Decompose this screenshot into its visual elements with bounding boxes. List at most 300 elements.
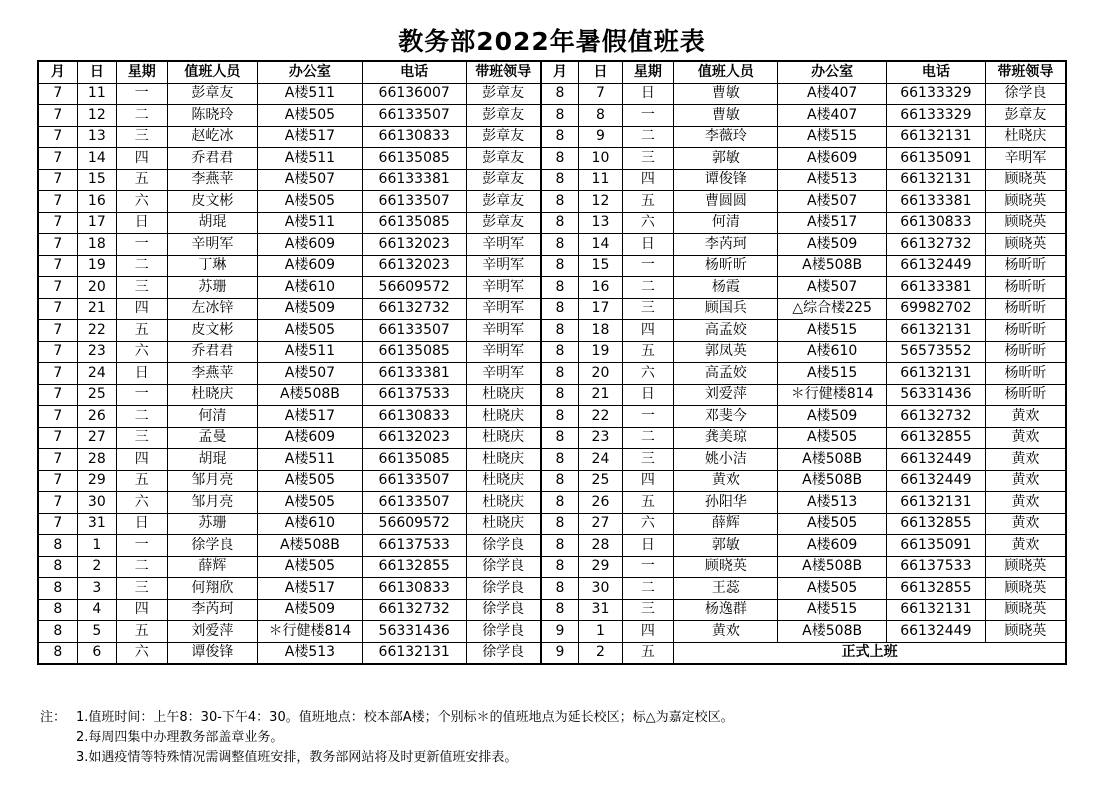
- cell-right-leader: 黄欢: [985, 406, 1066, 428]
- cell-left-office: A楼505: [258, 320, 362, 342]
- cell-left-weekday: 五: [116, 320, 167, 342]
- cell-right-month: 9: [541, 621, 579, 643]
- cell-left-duty-person: 谭俊锋: [167, 642, 258, 664]
- cell-right-phone: 66133329: [886, 105, 985, 127]
- cell-right-office: A楼609: [778, 535, 886, 557]
- table-row: [38, 599, 1066, 621]
- cell-right-weekday: 五: [622, 191, 674, 213]
- cell-left-day: 6: [77, 642, 116, 664]
- cell-right-duty-person: 王蕊: [674, 578, 778, 600]
- cell-right-office: A楼508B: [778, 255, 886, 277]
- cell-left-office: A楼511: [258, 449, 362, 471]
- cell-right-duty-person: 郭敏: [674, 535, 778, 557]
- cell-left-phone: 56609572: [362, 277, 466, 299]
- cell-left-phone: 66132732: [362, 599, 466, 621]
- cell-left-day: 19: [77, 255, 116, 277]
- table-row: [38, 556, 1066, 578]
- cell-left-month: 8: [38, 621, 77, 643]
- header-right-duty-person: 值班人员: [674, 61, 778, 83]
- cell-left-weekday: 三: [116, 427, 167, 449]
- note-line-3: 3.如遇疫情等特殊情况需调整值班安排，教务部网站将及时更新值班安排表。: [76, 750, 518, 765]
- cell-right-leader: 顾晓英: [985, 621, 1066, 643]
- cell-left-day: 29: [77, 470, 116, 492]
- header-left-day: 日: [77, 61, 116, 83]
- table-row: [38, 320, 1066, 342]
- cell-left-day: 12: [77, 105, 116, 127]
- cell-right-leader: 顾晓英: [985, 234, 1066, 256]
- cell-left-day: 27: [77, 427, 116, 449]
- header-right-day: 日: [579, 61, 622, 83]
- cell-right-phone: 66132732: [886, 234, 985, 256]
- cell-right-office: A楼609: [778, 148, 886, 170]
- cell-right-duty-person: 刘爱萍: [674, 384, 778, 406]
- cell-right-leader: 顾晓英: [985, 169, 1066, 191]
- cell-right-duty-person: 郭敏: [674, 148, 778, 170]
- cell-right-office: A楼517: [778, 212, 886, 234]
- cell-right-leader: 杨昕昕: [985, 320, 1066, 342]
- cell-right-day: 12: [579, 191, 622, 213]
- cell-right-office: A楼508B: [778, 449, 886, 471]
- cell-left-day: 21: [77, 298, 116, 320]
- cell-right-day: 19: [579, 341, 622, 363]
- cell-right-month: 8: [541, 298, 579, 320]
- cell-right-duty-person: 杨逸群: [674, 599, 778, 621]
- cell-left-month: 8: [38, 556, 77, 578]
- cell-left-month: 7: [38, 470, 77, 492]
- cell-left-duty-person: 左冰锌: [167, 298, 258, 320]
- cell-right-phone: 66130833: [886, 212, 985, 234]
- cell-right-leader: 杨昕昕: [985, 341, 1066, 363]
- cell-right-phone: 56573552: [886, 341, 985, 363]
- cell-right-duty-person: 曹敏: [674, 105, 778, 127]
- cell-right-weekday: 五: [622, 341, 674, 363]
- cell-left-office: A楼513: [258, 642, 362, 664]
- cell-right-duty-person: 郭凤英: [674, 341, 778, 363]
- cell-left-office: A楼505: [258, 492, 362, 514]
- cell-left-phone: 66132023: [362, 234, 466, 256]
- cell-right-office: A楼508B: [778, 621, 886, 643]
- cell-left-phone: 66132023: [362, 427, 466, 449]
- cell-right-duty-person: 李芮珂: [674, 234, 778, 256]
- cell-left-leader: 彭章友: [466, 148, 540, 170]
- cell-right-day: 1: [579, 621, 622, 643]
- table-row: [38, 277, 1066, 299]
- cell-left-phone: 66133507: [362, 320, 466, 342]
- cell-left-leader: 彭章友: [466, 212, 540, 234]
- cell-right-leader: 顾晓英: [985, 556, 1066, 578]
- table-row: [38, 535, 1066, 557]
- cell-left-day: 30: [77, 492, 116, 514]
- cell-left-leader: 徐学良: [466, 599, 540, 621]
- cell-right-duty-person: 高孟姣: [674, 320, 778, 342]
- cell-left-office: A楼509: [258, 298, 362, 320]
- cell-left-duty-person: 何翔欣: [167, 578, 258, 600]
- cell-right-phone: 66132131: [886, 169, 985, 191]
- table-row: [38, 234, 1066, 256]
- cell-right-office: A楼513: [778, 169, 886, 191]
- cell-right-phone: 66132131: [886, 492, 985, 514]
- cell-right-day: 22: [579, 406, 622, 428]
- cell-right-day: 16: [579, 277, 622, 299]
- cell-left-day: 3: [77, 578, 116, 600]
- cell-right-duty-person: 杨霞: [674, 277, 778, 299]
- cell-right-day: 11: [579, 169, 622, 191]
- cell-left-day: 20: [77, 277, 116, 299]
- cell-right-duty-person: 黄欢: [674, 621, 778, 643]
- cell-right-day: 24: [579, 449, 622, 471]
- cell-right-leader: 黄欢: [985, 492, 1066, 514]
- cell-right-phone: 66133381: [886, 191, 985, 213]
- cell-left-weekday: 二: [116, 556, 167, 578]
- cell-right-phone: 66132855: [886, 427, 985, 449]
- cell-left-month: 7: [38, 320, 77, 342]
- cell-left-duty-person: 邹月亮: [167, 470, 258, 492]
- cell-left-weekday: 五: [116, 169, 167, 191]
- cell-right-phone: 66132449: [886, 621, 985, 643]
- cell-left-phone: 66133507: [362, 191, 466, 213]
- cell-left-duty-person: 孟曼: [167, 427, 258, 449]
- note-line-2: 2.每周四集中办理教务部盖章业务。: [76, 730, 284, 745]
- cell-left-duty-person: 乔君君: [167, 341, 258, 363]
- cell-right-day: 13: [579, 212, 622, 234]
- cell-left-month: 7: [38, 427, 77, 449]
- cell-left-month: 7: [38, 384, 77, 406]
- cell-right-phone: 66132732: [886, 406, 985, 428]
- cell-right-month: 9: [541, 642, 579, 664]
- cell-left-leader: 彭章友: [466, 126, 540, 148]
- table-row: [38, 427, 1066, 449]
- cell-left-month: 7: [38, 513, 77, 535]
- cell-left-phone: 66137533: [362, 535, 466, 557]
- notes-section: [40, 708, 734, 768]
- header-left-phone: 电话: [362, 61, 466, 83]
- cell-left-weekday: 二: [116, 105, 167, 127]
- cell-right-leader: 杜晓庆: [985, 126, 1066, 148]
- cell-left-day: 14: [77, 148, 116, 170]
- cell-right-leader: 黄欢: [985, 427, 1066, 449]
- cell-left-month: 7: [38, 234, 77, 256]
- cell-right-phone: 66132449: [886, 255, 985, 277]
- cell-right-weekday: 三: [622, 148, 674, 170]
- cell-right-month: 8: [541, 406, 579, 428]
- cell-left-day: 5: [77, 621, 116, 643]
- cell-right-weekday: 五: [622, 492, 674, 514]
- cell-left-month: 8: [38, 578, 77, 600]
- cell-left-day: 13: [77, 126, 116, 148]
- table-row: [38, 148, 1066, 170]
- cell-right-weekday: 三: [622, 298, 674, 320]
- cell-left-office: A楼610: [258, 513, 362, 535]
- cell-right-day: 29: [579, 556, 622, 578]
- cell-left-duty-person: 皮文彬: [167, 191, 258, 213]
- cell-left-leader: 杜晓庆: [466, 384, 540, 406]
- cell-right-office: A楼407: [778, 105, 886, 127]
- header-left-duty-person: 值班人员: [167, 61, 258, 83]
- header-right-weekday: 星期: [622, 61, 674, 83]
- cell-left-leader: 徐学良: [466, 621, 540, 643]
- cell-right-weekday: 二: [622, 578, 674, 600]
- cell-left-phone: 66133507: [362, 470, 466, 492]
- cell-left-month: 7: [38, 191, 77, 213]
- cell-right-leader: 彭章友: [985, 105, 1066, 127]
- cell-left-leader: 徐学良: [466, 642, 540, 664]
- header-right-month: 月: [541, 61, 579, 83]
- cell-right-weekday: 一: [622, 556, 674, 578]
- cell-right-month: 8: [541, 492, 579, 514]
- cell-right-day: 27: [579, 513, 622, 535]
- table-row: [38, 470, 1066, 492]
- cell-left-leader: 彭章友: [466, 169, 540, 191]
- cell-left-duty-person: 苏珊: [167, 277, 258, 299]
- cell-right-phone: 66132131: [886, 599, 985, 621]
- cell-right-day: 26: [579, 492, 622, 514]
- cell-right-office: A楼507: [778, 277, 886, 299]
- cell-right-duty-person: 曹圆圆: [674, 191, 778, 213]
- table-row: [38, 642, 1066, 664]
- cell-right-leader: 顾晓英: [985, 599, 1066, 621]
- cell-right-office: A楼509: [778, 406, 886, 428]
- cell-left-phone: 66135085: [362, 212, 466, 234]
- cell-left-phone: 56331436: [362, 621, 466, 643]
- cell-left-weekday: 四: [116, 449, 167, 471]
- note-line-1: [40, 708, 734, 728]
- cell-left-month: 7: [38, 341, 77, 363]
- cell-left-day: 2: [77, 556, 116, 578]
- cell-left-month: 8: [38, 642, 77, 664]
- cell-right-leader: 黄欢: [985, 513, 1066, 535]
- cell-right-weekday: 二: [622, 277, 674, 299]
- cell-left-month: 7: [38, 449, 77, 471]
- cell-left-weekday: 一: [116, 234, 167, 256]
- cell-left-office: A楼511: [258, 212, 362, 234]
- cell-left-leader: 彭章友: [466, 105, 540, 127]
- cell-right-office: A楼610: [778, 341, 886, 363]
- cell-left-month: 7: [38, 277, 77, 299]
- cell-right-duty-person: 顾晓英: [674, 556, 778, 578]
- cell-right-phone: 66133381: [886, 277, 985, 299]
- cell-left-leader: 杜晓庆: [466, 449, 540, 471]
- cell-right-leader: 杨昕昕: [985, 363, 1066, 385]
- cell-left-leader: 辛明军: [466, 234, 540, 256]
- cell-left-month: 7: [38, 83, 77, 105]
- table-row: [38, 621, 1066, 643]
- cell-left-duty-person: 辛明军: [167, 234, 258, 256]
- cell-left-phone: 66132131: [362, 642, 466, 664]
- cell-left-office: A楼517: [258, 578, 362, 600]
- cell-right-duty-person: 龚美琼: [674, 427, 778, 449]
- cell-right-weekday: 一: [622, 255, 674, 277]
- cell-right-month: 8: [541, 363, 579, 385]
- cell-left-duty-person: 乔君君: [167, 148, 258, 170]
- cell-right-duty-person: 高孟姣: [674, 363, 778, 385]
- table-row: [38, 169, 1066, 191]
- cell-left-phone: 66130833: [362, 406, 466, 428]
- cell-left-day: 17: [77, 212, 116, 234]
- cell-left-phone: 66133381: [362, 169, 466, 191]
- cell-right-office: A楼407: [778, 83, 886, 105]
- cell-left-weekday: 二: [116, 255, 167, 277]
- cell-right-office: A楼505: [778, 578, 886, 600]
- cell-left-month: 7: [38, 126, 77, 148]
- cell-left-month: 8: [38, 535, 77, 557]
- cell-left-phone: 66136007: [362, 83, 466, 105]
- cell-left-office: A楼609: [258, 234, 362, 256]
- cell-right-weekday: 五: [622, 642, 674, 664]
- table-row: [38, 578, 1066, 600]
- cell-left-weekday: 五: [116, 470, 167, 492]
- cell-right-phone: 66133329: [886, 83, 985, 105]
- cell-left-day: 28: [77, 449, 116, 471]
- cell-left-month: 7: [38, 212, 77, 234]
- cell-right-month: 8: [541, 212, 579, 234]
- cell-right-day: 25: [579, 470, 622, 492]
- table-row: [38, 298, 1066, 320]
- cell-left-weekday: 三: [116, 277, 167, 299]
- cell-left-duty-person: 李芮珂: [167, 599, 258, 621]
- cell-left-office: A楼508B: [258, 535, 362, 557]
- cell-right-month: 8: [541, 341, 579, 363]
- cell-left-weekday: 五: [116, 621, 167, 643]
- cell-left-office: A楼505: [258, 191, 362, 213]
- cell-right-phone: 66132131: [886, 320, 985, 342]
- notes-label: 注：: [40, 710, 67, 725]
- table-row: [38, 492, 1066, 514]
- cell-left-office: A楼609: [258, 255, 362, 277]
- cell-left-month: 7: [38, 492, 77, 514]
- cell-right-day: 20: [579, 363, 622, 385]
- cell-left-day: 22: [77, 320, 116, 342]
- cell-left-leader: 徐学良: [466, 556, 540, 578]
- cell-left-office: A楼517: [258, 126, 362, 148]
- cell-left-duty-person: 杜晓庆: [167, 384, 258, 406]
- table-row: [38, 212, 1066, 234]
- table-row: [38, 449, 1066, 471]
- cell-right-office: A楼505: [778, 513, 886, 535]
- cell-left-duty-person: 李燕苹: [167, 363, 258, 385]
- cell-right-office: A楼515: [778, 599, 886, 621]
- cell-right-duty-person: 杨昕昕: [674, 255, 778, 277]
- cell-left-day: 18: [77, 234, 116, 256]
- cell-right-duty-person: 李薇玲: [674, 126, 778, 148]
- cell-left-day: 15: [77, 169, 116, 191]
- cell-right-office: △综合楼225: [778, 298, 886, 320]
- cell-left-leader: 彭章友: [466, 83, 540, 105]
- cell-left-weekday: 四: [116, 298, 167, 320]
- cell-left-weekday: 一: [116, 384, 167, 406]
- table-row: [38, 255, 1066, 277]
- cell-right-leader: 杨昕昕: [985, 384, 1066, 406]
- cell-left-weekday: 三: [116, 126, 167, 148]
- cell-left-weekday: 六: [116, 492, 167, 514]
- cell-left-day: 16: [77, 191, 116, 213]
- cell-right-phone: 66132131: [886, 363, 985, 385]
- cell-left-month: 7: [38, 169, 77, 191]
- cell-left-phone: 66132023: [362, 255, 466, 277]
- table-row: [38, 406, 1066, 428]
- cell-right-weekday: 一: [622, 105, 674, 127]
- cell-right-day: 23: [579, 427, 622, 449]
- cell-right-day: 10: [579, 148, 622, 170]
- cell-left-weekday: 日: [116, 513, 167, 535]
- cell-right-duty-person: 何清: [674, 212, 778, 234]
- cell-left-leader: 辛明军: [466, 298, 540, 320]
- cell-right-leader: 杨昕昕: [985, 255, 1066, 277]
- cell-right-office: A楼507: [778, 191, 886, 213]
- cell-right-duty-person: 邓斐今: [674, 406, 778, 428]
- cell-right-day: 8: [579, 105, 622, 127]
- cell-left-office: A楼507: [258, 363, 362, 385]
- header-right-phone: 电话: [886, 61, 985, 83]
- cell-left-month: 7: [38, 363, 77, 385]
- cell-right-month: 8: [541, 234, 579, 256]
- cell-left-leader: 辛明军: [466, 277, 540, 299]
- cell-right-month: 8: [541, 255, 579, 277]
- cell-right-office: A楼508B: [778, 556, 886, 578]
- cell-left-weekday: 日: [116, 212, 167, 234]
- cell-left-phone: 66130833: [362, 578, 466, 600]
- cell-left-month: 7: [38, 406, 77, 428]
- cell-left-leader: 辛明军: [466, 341, 540, 363]
- cell-right-day: 15: [579, 255, 622, 277]
- cell-left-leader: 杜晓庆: [466, 470, 540, 492]
- cell-right-month: 8: [541, 169, 579, 191]
- header-left-office: 办公室: [258, 61, 362, 83]
- cell-right-office: A楼505: [778, 427, 886, 449]
- cell-right-month: 8: [541, 320, 579, 342]
- note-text-1: 1.值班时间：上午8：30-下午4：30。值班地点：校本部A楼；个别标＊的值班地点为延长校区；标△为嘉定校区。: [76, 710, 734, 725]
- cell-right-day: 14: [579, 234, 622, 256]
- cell-left-office: A楼509: [258, 599, 362, 621]
- cell-left-office: A楼511: [258, 148, 362, 170]
- cell-right-leader: 顾晓英: [985, 212, 1066, 234]
- cell-left-duty-person: 胡琨: [167, 449, 258, 471]
- cell-left-office: A楼507: [258, 169, 362, 191]
- cell-right-office: A楼515: [778, 363, 886, 385]
- cell-left-office: A楼511: [258, 83, 362, 105]
- cell-right-month: 8: [541, 277, 579, 299]
- cell-right-weekday: 四: [622, 470, 674, 492]
- cell-left-office: A楼505: [258, 556, 362, 578]
- cell-right-duty-person: 曹敏: [674, 83, 778, 105]
- cell-left-duty-person: 苏珊: [167, 513, 258, 535]
- cell-right-month: 8: [541, 105, 579, 127]
- duty-roster-table: [37, 60, 1067, 665]
- cell-left-office: ＊行健楼814: [258, 621, 362, 643]
- cell-right-weekday: 六: [622, 212, 674, 234]
- cell-right-weekday: 三: [622, 599, 674, 621]
- cell-right-weekday: 日: [622, 234, 674, 256]
- cell-right-duty-person: 姚小洁: [674, 449, 778, 471]
- cell-left-weekday: 六: [116, 642, 167, 664]
- cell-left-weekday: 四: [116, 599, 167, 621]
- cell-left-weekday: 日: [116, 363, 167, 385]
- cell-left-office: A楼610: [258, 277, 362, 299]
- cell-right-leader: 黄欢: [985, 535, 1066, 557]
- cell-right-weekday: 四: [622, 320, 674, 342]
- header-left-month: 月: [38, 61, 77, 83]
- cell-right-office: A楼508B: [778, 470, 886, 492]
- cell-right-month: 8: [541, 513, 579, 535]
- cell-left-duty-person: 彭章友: [167, 83, 258, 105]
- cell-right-leader: 黄欢: [985, 470, 1066, 492]
- table-row: [38, 363, 1066, 385]
- cell-right-month: 8: [541, 470, 579, 492]
- cell-right-leader: 黄欢: [985, 449, 1066, 471]
- cell-right-duty-person: 谭俊锋: [674, 169, 778, 191]
- cell-right-day: 9: [579, 126, 622, 148]
- cell-right-month: 8: [541, 83, 579, 105]
- cell-left-leader: 杜晓庆: [466, 406, 540, 428]
